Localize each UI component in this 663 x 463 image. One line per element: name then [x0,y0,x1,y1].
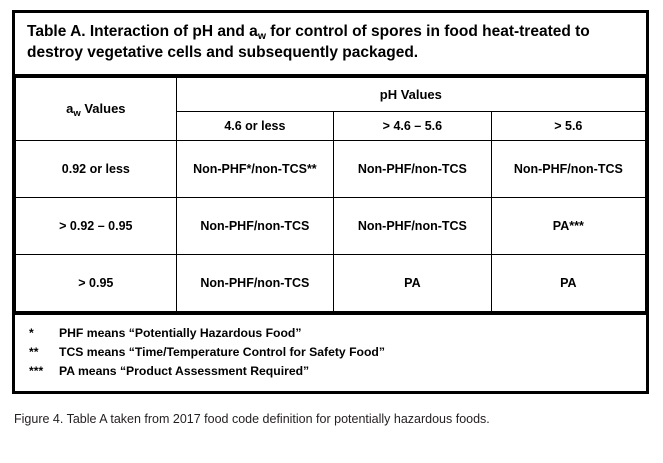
table-header-row [16,77,646,111]
figure-caption: Figure 4. Table A taken from 2017 food code definition for potentially hazardous foods. [14,411,490,426]
cell-r1-c0: Non-PHF/non-TCS [176,197,334,254]
footnote-item [29,362,636,381]
table-a [15,77,646,312]
footnote-text: TCS means “Time/Temperature Control for Safety Food” [59,344,385,359]
table-title-subscript: w [257,30,266,42]
table-title-rest: for control of spores in food heat-treated to destroy vegetative cells and subsequently packaged. [27,23,590,61]
table-a-container [12,10,649,394]
column-header-ph-group: pH Values [176,77,645,111]
footnote-marker: *** [29,363,44,378]
footnote-marker: * [29,325,34,340]
column-header-ph-3: > 5.6 [491,111,645,140]
column-header-aw [16,77,177,140]
footnote-text: PHF means “Potentially Hazardous Food” [59,325,302,340]
footnote-item [29,343,636,362]
cell-r2-c2: PA [491,254,645,311]
cell-r0-c0: Non-PHF*/non-TCS** [176,140,334,197]
column-header-ph-1: 4.6 or less [176,111,334,140]
table-footnotes [15,312,646,391]
column-header-ph-2: > 4.6 – 5.6 [334,111,492,140]
footnote-item [29,324,636,343]
table-row [16,197,646,254]
aw-label-subscript: w [73,108,81,120]
cell-r0-c2: Non-PHF/non-TCS [491,140,645,197]
table-row [16,140,646,197]
table-title [15,13,646,77]
aw-label-prefix: a [66,101,74,117]
cell-r2-c1: PA [334,254,492,311]
table-title-prefix: Table A. Interaction of pH and a [27,23,258,40]
row-label-aw: > 0.92 – 0.95 [16,197,177,254]
cell-r2-c0: Non-PHF/non-TCS [176,254,334,311]
cell-r1-c1: Non-PHF/non-TCS [334,197,492,254]
footnote-text: PA means “Product Assessment Required” [59,363,310,378]
row-label-aw: > 0.95 [16,254,177,311]
cell-r0-c1: Non-PHF/non-TCS [334,140,492,197]
cell-r1-c2: PA*** [491,197,645,254]
row-label-aw: 0.92 or less [16,140,177,197]
aw-label-rest: Values [80,101,126,117]
table-row [16,254,646,311]
footnote-marker: ** [29,344,39,359]
